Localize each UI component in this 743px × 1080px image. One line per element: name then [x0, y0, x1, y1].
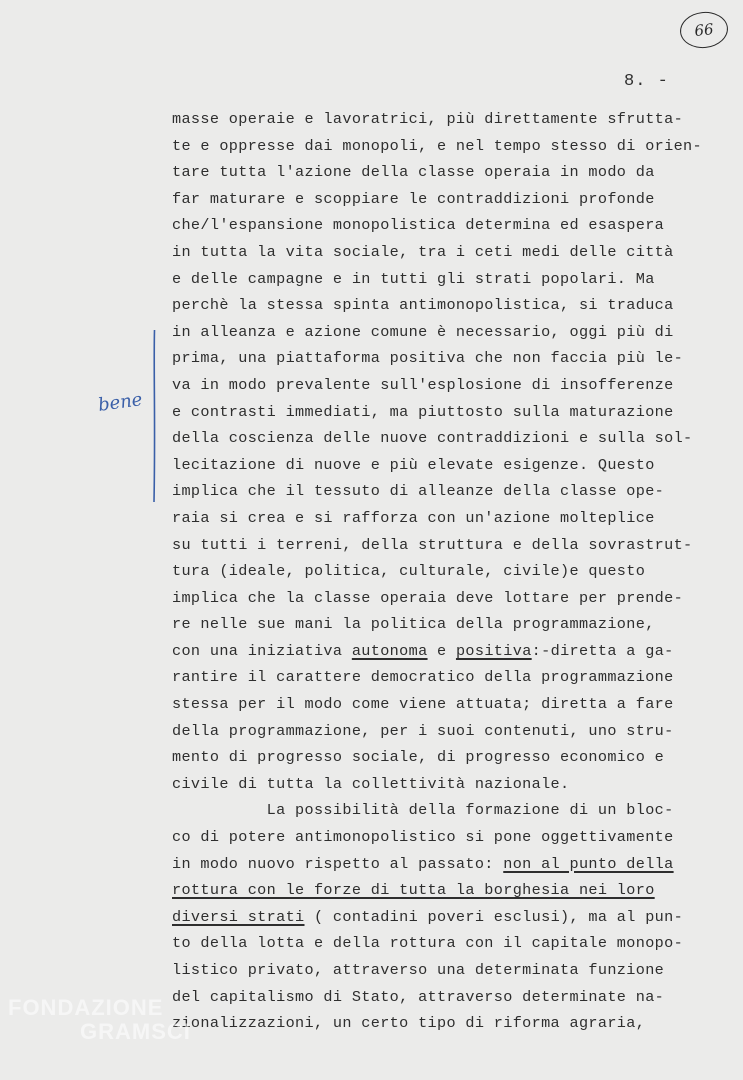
text-segment: in modo nuovo rispetto al passato: — [172, 854, 504, 873]
text-line — [172, 345, 712, 372]
folio-number: 66 — [693, 20, 715, 40]
folio-number-stamp — [678, 10, 730, 51]
text-segment: to della lotta e della rottura con il capitale monopo- — [172, 934, 684, 953]
text-segment: del capitalismo di Stato, attraverso determinate na- — [172, 987, 665, 1006]
text-segment: masse operaie e lavoratrici, più direttamente sfrutta- — [172, 110, 684, 128]
text-segment: tura (ideale, politica, culturale, civile)e questo — [172, 562, 646, 581]
text-line — [172, 186, 712, 213]
text-segment: listico privato, attraverso una determinata funzione — [172, 961, 665, 979]
text-segment: e — [427, 641, 456, 660]
text-segment: in tutta la vita sociale, tra i ceti medi delle città — [172, 242, 674, 261]
underlined-text: non al punto della — [503, 854, 674, 873]
underlined-text: diversi strati — [172, 907, 305, 926]
text-line — [172, 744, 712, 771]
text-line — [172, 904, 712, 931]
text-line — [172, 212, 712, 239]
underlined-text: autonoma — [351, 641, 428, 660]
text-segment: della programmazione, per i suoi contenuti, uno stru- — [172, 721, 674, 740]
text-line — [172, 585, 712, 612]
watermark-line-1: FONDAZIONE — [8, 995, 164, 1020]
text-line — [172, 797, 712, 824]
text-line — [172, 292, 712, 319]
text-segment: che/l'espansione monopolistica determina ed esaspera — [172, 216, 665, 235]
text-line — [172, 319, 712, 346]
text-line — [172, 877, 712, 904]
text-line — [172, 984, 712, 1011]
text-segment: implica che il tessuto di alleanze della classe ope- — [172, 482, 665, 501]
text-line — [172, 425, 712, 452]
text-segment: con una iniziativa — [172, 641, 352, 660]
text-line — [172, 691, 712, 718]
text-line — [172, 930, 712, 957]
text-segment: raia si crea e si rafforza con un'azione molteplice — [172, 508, 655, 527]
text-segment: stessa per il modo come viene attuata; diretta a fare — [172, 695, 674, 714]
text-segment: lecitazione di nuove e più elevate esigenze. Questo — [172, 455, 655, 474]
text-segment: civile di tutta la collettività nazionale. — [172, 774, 570, 793]
text-line — [172, 957, 712, 984]
text-segment: rantire il carattere democratico della programmazione — [172, 668, 674, 687]
underlined-text: rottura con le forze di tutta la borghesia nei loro — [172, 881, 655, 900]
text-segment: prima, una piattaforma positiva che non faccia più le- — [172, 349, 684, 368]
text-segment: e contrasti immediati, ma piuttosto sulla maturazione — [172, 402, 674, 421]
text-segment: in alleanza e azione comune è necessario, oggi più di — [172, 322, 674, 341]
text-line — [172, 133, 712, 160]
text-segment: co di potere antimonopolistico si pone oggettivamente — [172, 828, 674, 847]
text-line — [172, 505, 712, 532]
watermark-line-2: GRAMSCI — [80, 1019, 191, 1044]
text-segment: implica che la classe operaia deve lottare per prende- — [172, 588, 684, 607]
text-line — [172, 266, 712, 293]
margin-mark-line — [153, 330, 156, 502]
text-line — [172, 771, 712, 798]
text-segment: su tutti i terreni, della struttura e della sovrastrut- — [172, 535, 693, 554]
text-segment: zionalizzazioni, un certo tipo di riforma agraria, — [172, 1014, 646, 1033]
page-number: 8. - — [624, 72, 669, 91]
text-segment: re nelle sue mani la politica della programmazione, — [172, 615, 655, 634]
text-line — [172, 239, 712, 266]
text-line — [172, 478, 712, 505]
text-segment: :-diretta a ga- — [531, 641, 674, 660]
text-line — [172, 611, 712, 638]
text-segment: ( contadini poveri esclusi), ma al pun- — [304, 907, 684, 926]
margin-note: bene — [96, 389, 144, 416]
text-line — [172, 452, 712, 479]
text-segment: tare tutta l'azione della classe operaia in modo da — [172, 163, 655, 182]
text-segment: va in modo prevalente sull'esplosione di insofferenze — [172, 375, 674, 394]
text-line — [172, 558, 712, 585]
text-segment: La possibilità della formazione di un bloc- — [172, 801, 674, 820]
text-line — [172, 718, 712, 745]
text-line — [172, 372, 712, 399]
text-line — [172, 638, 712, 665]
text-segment: perchè la stessa spinta antimonopolistica, si traduca — [172, 296, 674, 315]
text-line — [172, 664, 712, 691]
text-line — [172, 159, 712, 186]
watermark-logo — [8, 996, 191, 1044]
text-segment: far maturare e scoppiare le contraddizioni profonde — [172, 189, 655, 208]
text-line — [172, 1010, 712, 1037]
text-line — [172, 824, 712, 851]
text-segment: mento di progresso sociale, di progresso economico e — [172, 748, 665, 767]
underlined-text: positiva — [455, 641, 532, 660]
text-segment: della coscienza delle nuove contraddizioni e sulla sol- — [172, 429, 693, 448]
text-line — [172, 106, 712, 133]
text-line — [172, 851, 712, 878]
text-segment: te e oppresse dai monopoli, e nel tempo stesso di orien- — [172, 136, 702, 155]
text-line — [172, 399, 712, 426]
text-line — [172, 532, 712, 559]
typewritten-body — [172, 106, 712, 1037]
text-segment: e delle campagne e in tutti gli strati popolari. Ma — [172, 269, 655, 288]
